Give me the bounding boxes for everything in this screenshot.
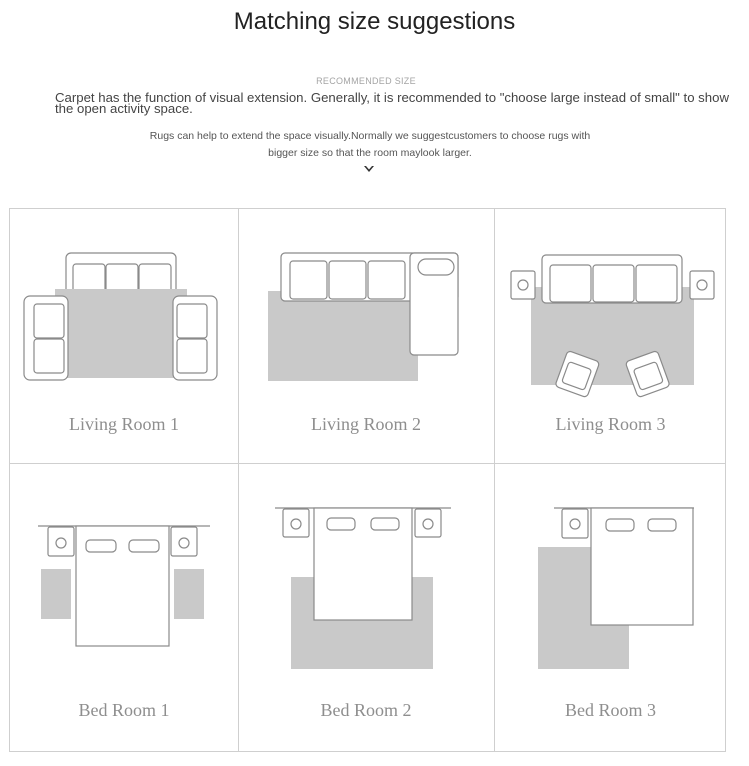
room-label: Living Room 1: [68, 414, 179, 434]
section-kicker: RECOMMENDED SIZE: [316, 76, 416, 86]
intro-text: Carpet has the function of visual extension. Generally, it is recommended to "choose large instead of small" to show the open activity space.: [55, 90, 729, 116]
subtitle-text: [100, 128, 640, 162]
room-label: Bed Room 2: [320, 700, 412, 720]
page-title: Matching size suggestions: [233, 8, 516, 35]
room-card-living-3: [494, 209, 727, 463]
room-card-bed-3: [494, 463, 727, 752]
room-card-living-1: [10, 209, 238, 463]
room-label: Bed Room 3: [564, 700, 656, 720]
subtitle-line-2: bigger size so that the room maylook larger.: [268, 147, 472, 159]
room-grid: [9, 208, 726, 752]
room-card-bed-1: [10, 463, 238, 752]
room-card-bed-2: [238, 463, 494, 752]
room-label: Bed Room 1: [78, 700, 170, 720]
subtitle-line-1: Rugs can help to extend the space visually.Normally we suggestcustomers to choose rugs with: [149, 130, 591, 142]
room-card-living-2: [238, 209, 494, 463]
room-label: Living Room 2: [310, 414, 421, 434]
room-label: Living Room 3: [555, 414, 666, 434]
chevron-down-icon: [363, 164, 375, 174]
